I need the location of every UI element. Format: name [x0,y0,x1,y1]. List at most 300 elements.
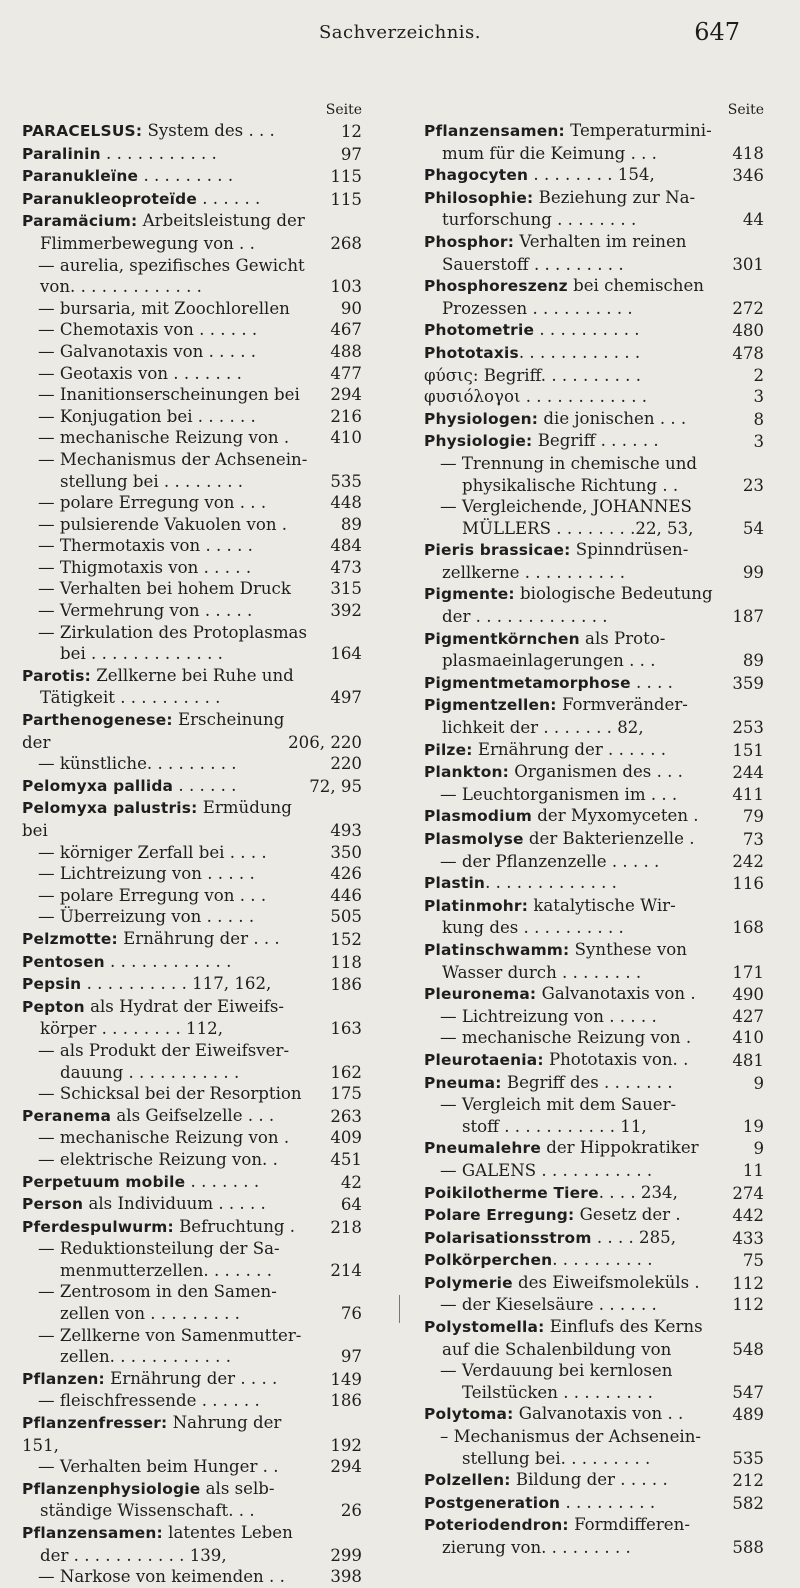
index-entry [22,1193,362,1216]
index-entry [424,628,764,651]
entry-text: . . . . . . . . . . . . . [485,873,617,893]
entry-text: . . . . . . . . 154, [528,165,655,185]
page-reference: 548 [732,1339,764,1359]
entry-headword: Paranukleïne [22,167,139,186]
entry-text: Galvanotaxis von . . [513,1404,684,1424]
page-reference: 118 [330,952,362,972]
index-entry [22,1456,362,1478]
entry-headword: Pflanzensamen: [22,1524,163,1542]
entry-text: — mechanische Reizung von . [38,428,290,448]
index-entry [424,1072,764,1095]
page-reference: 54 [742,518,764,538]
index-entry [424,805,764,828]
page-reference: 9 [753,1073,764,1093]
seite-label: Seite [325,102,362,118]
page-reference: 505 [330,907,362,927]
index-entry [22,188,362,211]
page-reference: 268 [330,233,362,253]
entry-text: . . . . . . [173,775,237,795]
entry-headword: Postgeneration [424,1493,561,1512]
page-reference: 8 [753,409,764,429]
page-reference: 488 [330,341,362,361]
entry-text: — Zellkerne von Samenmutter- [38,1325,302,1345]
entry-text: stellung bei. . . . . . . . . [462,1448,651,1468]
page-reference: 489 [732,1405,764,1425]
entry-headword: Pigmentkörnchen [424,629,580,648]
entry-text: Flimmerbewegung von . . [40,233,255,253]
index-entry [22,406,362,428]
entry-text: . . . . 234, [598,1182,678,1202]
page-reference: 272 [732,298,764,318]
page-reference: 535 [330,471,362,491]
page-reference: 294 [330,1457,362,1477]
entry-headword: Person [22,1195,84,1214]
entry-text: — Vermehrung von . . . . . [38,601,253,621]
index-entry [22,449,362,471]
entry-headword: Pflanzenphysiologie [22,1479,201,1498]
index-entry [424,1227,764,1250]
index-entry [22,1083,362,1105]
index-entry [22,996,362,1019]
page-reference: 42 [340,1172,362,1192]
entry-text: — polare Erregung von . . . [38,493,267,513]
page-reference: 186 [330,975,362,995]
entry-headword: Polkörperchen [424,1251,553,1270]
entry-text: . . . . . . . . . . . . [104,951,232,971]
index-entry [424,1182,764,1205]
page-reference: 162 [330,1062,362,1082]
index-entry [22,842,362,864]
page-reference: 214 [330,1260,362,1280]
page-reference: 79 [742,807,764,827]
index-column-right [424,100,764,1559]
entry-headword: Pigmentmetamorphose [424,673,631,692]
entry-headword: Polare Erregung: [424,1206,575,1225]
entry-text: als Proto- [579,628,666,648]
index-entry [22,120,362,143]
entry-text: . . . . . . . . . . 117, 162, [81,974,272,994]
index-entry [22,600,362,622]
entry-text: — körniger Zerfall bei . . . . [38,842,267,862]
entry-text: Befruchtung . [173,1216,296,1236]
index-entry [22,951,362,974]
entry-text: — bursaria, mit Zoochlorellen [38,298,290,318]
index-entry [424,1360,764,1382]
index-entry [22,233,362,255]
index-entry [424,1049,764,1072]
entry-text: physikalische Richtung . . [462,475,679,495]
entry-text: Wasser durch . . . . . . . . [442,962,642,982]
page-reference: 409 [330,1128,362,1148]
entry-text: — Konjugation bei . . . . . . [38,406,256,426]
index-entry [424,583,764,606]
index-entry [424,164,764,187]
entry-text: — Galvanotaxis von . . . . . [38,341,257,361]
index-entry [424,983,764,1006]
entry-headword: Paranukleoproteïde [22,189,197,208]
entry-headword: Pneumalehre [424,1139,541,1158]
page-reference: 72, 95 [309,776,362,796]
index-entry [22,319,362,341]
page-reference: 294 [330,385,362,405]
entry-text: der . . . . . . . . . . . 139, [40,1545,227,1565]
index-entry [22,665,362,688]
entry-text: zellen von . . . . . . . . . [60,1304,240,1324]
entry-headword: Poteriodendron: [424,1516,569,1535]
index-entry [424,1492,764,1515]
index-entry [424,475,764,497]
index-entry [424,1514,764,1537]
page-reference: 350 [330,842,362,862]
index-entry [22,471,362,493]
running-title: Sachverzeichnis. [318,22,482,43]
page-reference: 89 [340,514,362,534]
entry-text: — Verhalten bei hohem Druck [38,579,291,599]
index-entry [22,622,362,644]
entry-text: . . . . [630,672,673,692]
page-reference: 346 [732,166,764,186]
index-entry [424,1094,764,1116]
index-entry [22,1062,362,1084]
page-reference: 588 [732,1538,764,1557]
entry-text: der Hippokratiker [540,1138,699,1158]
page-reference: 478 [732,343,764,363]
page-reference: 493 [330,821,362,840]
page-reference: 481 [732,1050,764,1070]
page-reference: 220 [330,754,362,774]
page-reference: 473 [330,557,362,577]
entry-text: Erscheinung der [22,710,285,752]
index-entry [22,384,362,406]
index-entry [22,1368,362,1391]
entry-text: . . . . . . . . . . [552,1250,653,1270]
page-reference: 151 [732,740,764,760]
entry-text: Temperaturmini- [564,121,712,140]
index-entry [22,255,362,277]
index-entry [22,1040,362,1062]
page-reference: 410 [330,428,362,448]
entry-text: Arbeitsleistung der [137,211,305,231]
index-entry [22,1018,362,1040]
entry-headword: Polymerie [424,1273,513,1292]
page-reference: 12 [340,122,362,141]
page-reference: 418 [732,143,764,163]
index-entry [424,143,764,165]
entry-text: — der Kieselsäure . . . . . . [440,1295,657,1315]
entry-headword: Pentosen [22,952,105,971]
entry-headword: Pflanzensamen: [424,122,565,140]
index-entry [424,496,764,518]
entry-headword: Pelzmotte: [22,929,118,948]
entry-text: φύσις: Begriff. . . . . . . . . . [424,365,641,385]
entry-headword: Physiologie: [424,432,533,451]
index-entry [22,1566,362,1588]
entry-text: . . . . . . . . . [138,166,234,186]
entry-text: — Chemotaxis von . . . . . . [38,320,258,340]
index-entry [22,1478,362,1501]
entry-text: Gesetz der . [574,1205,681,1225]
index-entry [22,535,362,557]
entry-text: . . . . 285, [591,1227,676,1247]
index-entry [424,275,764,298]
entry-text: Verhalten im reinen [514,231,687,251]
entry-text: — aurelia, spezifisches Gewicht [38,255,305,275]
page-reference: 115 [330,167,362,187]
index-entry [22,1216,362,1239]
entry-headword: Polarisationsstrom [424,1228,592,1247]
page-reference: 168 [732,918,764,938]
index-entry [22,928,362,951]
index-entry [22,1149,362,1171]
entry-text: — Trennung in chemische und [440,453,698,473]
index-entry [22,1412,362,1456]
index-entry [22,210,362,233]
entry-text: turforschung . . . . . . . . [442,210,637,230]
page-reference: 163 [330,1019,362,1039]
entry-text: als Hydrat der Eiweifs- [84,996,284,1016]
entry-headword: Phagocyten [424,166,529,185]
entry-text: des Eiweifsmoleküls . [512,1272,700,1292]
entry-text: von. . . . . . . . . . . . . [40,277,202,297]
index-entry [22,906,362,928]
entry-headword: Parotis: [22,666,91,685]
index-entry [424,298,764,320]
index-entry [22,165,362,188]
index-entry [424,1469,764,1492]
entry-text: — Mechanismus der Achsenein- [38,449,308,469]
entry-headword: Paralinin [22,144,101,163]
index-entry [424,1448,764,1470]
entry-text: der Bakterienzelle . [523,829,695,848]
entry-headword: Plasmolyse [424,830,524,848]
entry-text: als Individuum . . . . . [83,1194,266,1214]
entry-headword: Polytoma: [424,1405,514,1424]
page-reference: 152 [330,929,362,949]
index-entry [424,917,764,939]
index-entry [424,1272,764,1295]
index-entry [22,1171,362,1194]
entry-text: — Zirkulation des Protoplasmas [38,622,307,642]
entry-text: Begriff . . . . . . [532,431,659,451]
entry-text: — Reduktionsteilung der Sa- [38,1239,280,1259]
entry-text: kung des . . . . . . . . . . [442,918,624,938]
page-reference: 175 [330,1084,362,1104]
index-entry [424,1382,764,1404]
entry-text: System des . . . [142,121,275,140]
entry-text: Ermüdung bei [22,798,292,840]
entry-text: — Leuchtorganismen im . . . [440,784,678,804]
page-reference: 26 [340,1501,362,1521]
entry-headword: Pferdespulwurm: [22,1217,174,1236]
page-reference: 73 [742,830,764,849]
index-entry [22,427,362,449]
entry-text: — GALENS . . . . . . . . . . . [440,1160,653,1180]
index-entry [22,578,362,600]
index-entry [424,1294,764,1316]
page-header [0,18,800,62]
entry-text: — Verdauung bei kernlosen [440,1361,673,1381]
index-entry [424,1116,764,1138]
index-entry [424,1403,764,1426]
entry-headword: Peranema [22,1106,112,1125]
entry-text: — Narkose von keimenden . . [38,1567,285,1587]
entry-text: Begriff des . . . . . . . [501,1072,673,1092]
index-entry [22,1127,362,1149]
index-entry [22,514,362,536]
entry-text: auf die Schalenbildung von [442,1339,672,1359]
page-reference: 547 [732,1382,764,1402]
entry-text: — der Pflanzenzelle . . . . . [440,851,660,871]
index-entry [22,797,362,841]
page-reference: 89 [742,651,764,671]
index-entry [424,1249,764,1272]
page-reference: 359 [732,673,764,693]
entry-headword: Pigmentzellen: [424,696,557,715]
index-entry [424,319,764,342]
page-reference: 582 [732,1493,764,1513]
entry-headword: PARACELSUS: [22,122,143,140]
entry-text: Ernährung der . . . . . . [472,739,667,759]
entry-headword: Paramäcium: [22,212,138,231]
index-entry [424,342,764,365]
entry-text: — Vergleich mit dem Sauer- [440,1095,677,1115]
index-entry [22,1325,362,1347]
page-reference: 116 [732,874,764,894]
index-entry [22,643,362,665]
page-reference: 99 [742,562,764,582]
index-entry [22,363,362,385]
index-entry [424,430,764,453]
entry-text: Zellkerne bei Ruhe und [90,665,294,685]
entry-text: Teilstücken . . . . . . . . . [462,1382,653,1402]
index-entry [22,775,362,798]
page-reference: 427 [732,1006,764,1026]
index-entry [424,1426,764,1448]
seite-label: Seite [727,102,764,118]
entry-text: . . . . . . . . . . . . [518,342,641,362]
page-reference: 398 [330,1567,362,1587]
index-entry [424,365,764,387]
entry-text: Organismen des . . . [508,762,683,782]
page-reference: 410 [732,1028,764,1048]
index-entry [424,1537,764,1559]
index-entry [22,276,362,298]
entry-text: als Geifselzelle . . . [111,1105,275,1125]
entry-headword: Pleurotaenia: [424,1050,544,1069]
page-number: 647 [694,18,740,46]
entry-headword: Polystomella: [424,1318,545,1337]
entry-text: lichkeit der . . . . . . . 82, [442,718,644,738]
page-reference: 426 [330,864,362,884]
entry-headword: Phototaxis [424,343,519,362]
page-reference: 299 [330,1545,362,1565]
entry-text: der Myxomyceten . [532,806,699,826]
entry-text: — Schicksal bei der Resorption [38,1084,302,1104]
index-entry [424,1204,764,1227]
index-entry [22,1545,362,1567]
index-entry [424,672,764,695]
entry-text: mum für die Keimung . . . [442,143,657,163]
entry-text: . . . . . . . . . [560,1492,656,1512]
index-entry [424,187,764,210]
entry-text: Beziehung zur Na- [533,187,696,207]
index-entry [424,386,764,408]
page-reference: 112 [732,1273,764,1293]
page-reference: 535 [732,1448,764,1468]
entry-text: als selb- [200,1478,275,1498]
page-reference: 480 [732,321,764,341]
entry-headword: Pilze: [424,740,473,759]
entry-text: Tätigkeit . . . . . . . . . . [40,688,221,708]
index-entry [424,739,764,762]
entry-text: — fleischfressende . . . . . . [38,1391,260,1411]
column-divider [399,1295,400,1323]
index-entry [424,231,764,254]
index-entry [22,298,362,320]
index-entry [424,939,764,962]
page-reference: 76 [340,1304,362,1324]
page-reference: 477 [330,363,362,383]
index-entry [424,851,764,873]
page-reference: 451 [330,1149,362,1169]
entry-headword: Phosphoreszenz [424,277,568,296]
index-entry [424,694,764,717]
index-entry [424,1316,764,1339]
page-reference: 3 [753,387,764,407]
entry-text: zierung von. . . . . . . . . [442,1538,631,1557]
index-entry [22,973,362,996]
page-reference: 218 [330,1217,362,1237]
index-entry [424,1137,764,1160]
index-entry [424,872,764,895]
entry-text: Spinndrüsen- [570,540,689,560]
index-entry [22,341,362,363]
index-entry [424,650,764,672]
entry-text: . . . . . . . . . . [534,320,640,340]
index-entry [424,518,764,540]
entry-text: . . . . . . [196,188,261,208]
entry-headword: Poikilotherme Tiere [424,1183,599,1202]
index-entry [22,492,362,514]
index-entry [22,1281,362,1303]
entry-headword: Plankton: [424,763,509,782]
index-entry [424,606,764,628]
entry-headword: Pflanzen: [22,1369,105,1388]
page-reference: 44 [742,210,764,230]
entry-headword: Polzellen: [424,1471,511,1490]
entry-text: Ernährung der . . . . [104,1368,278,1388]
entry-text: zellkerne . . . . . . . . . . [442,562,625,582]
entry-text: Bildung der . . . . . [510,1470,668,1490]
page-reference: 97 [340,1347,362,1367]
entry-text: — mechanische Reizung von . [440,1028,692,1048]
index-entry [424,828,764,851]
page-reference: 3 [753,432,764,452]
page-reference: 274 [732,1183,764,1203]
index-entry [424,761,764,784]
entry-text: — Thermotaxis von . . . . . [38,536,253,556]
index-entry [424,539,764,562]
entry-headword: Pelomyxa palustris: [22,799,198,818]
page-reference: 115 [330,189,362,209]
entry-headword: Platinmohr: [424,896,529,915]
page-reference: 149 [330,1369,362,1389]
entry-headword: Pieris brassicae: [424,541,571,560]
entry-text: — polare Erregung von . . . [38,885,267,905]
entry-text: Einflufs des Kerns [544,1317,703,1337]
page-reference: 2 [753,365,764,385]
page-reference: 448 [330,493,362,513]
